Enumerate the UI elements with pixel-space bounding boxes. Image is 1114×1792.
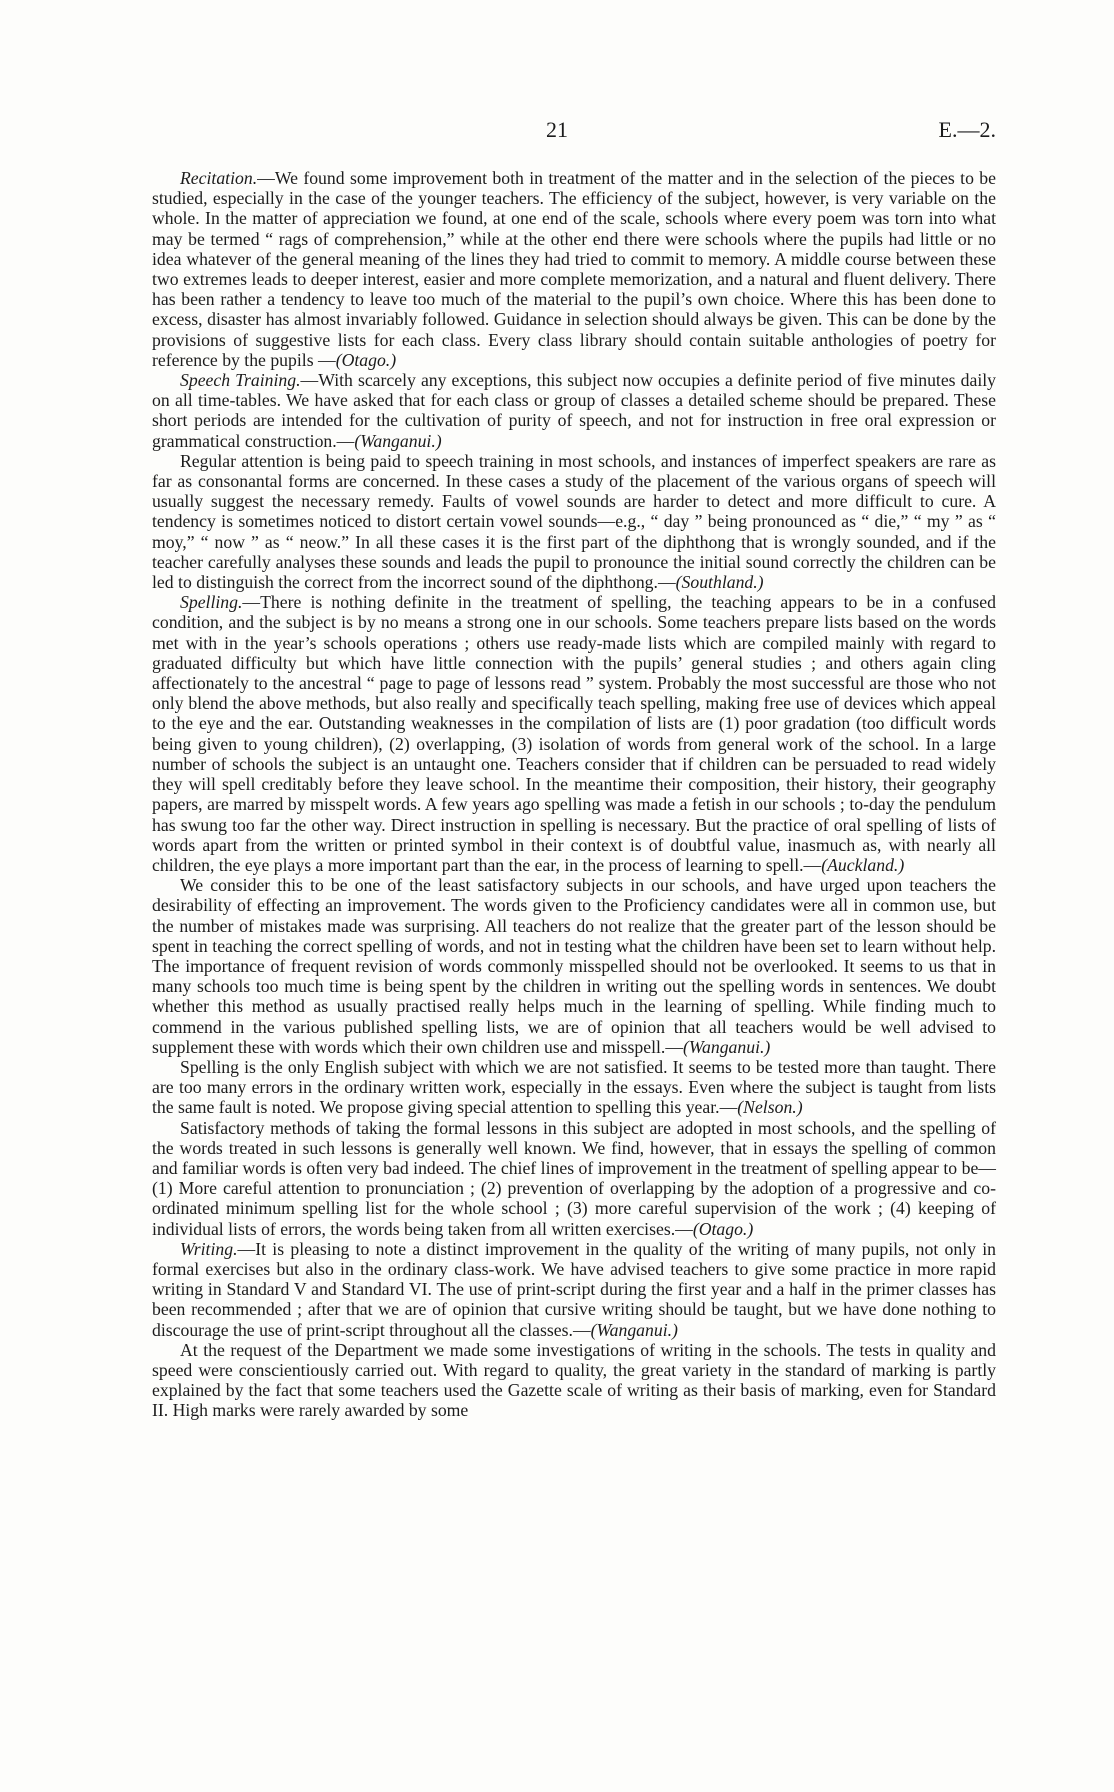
paragraph-writing-investigation (152, 1340, 996, 1421)
paragraph-text: Satisfactory methods of taking the formal lessons in this subject are adopted in most schools, and the spelling of the words treated in such lessons is generally well known. We find, however, that in essays the spelling of common and familiar words is often very bad indeed. The chief lines of improvement in the treatment of spelling appear to be—(1) More careful attention to pronunciation ; (2) prevention of overlapping by the adoption of a progressive and co-ordinated minimum spelling list for the whole school ; (3) more careful supervision of the work ; (4) keeping of individual lists of errors, the words being taken from all written exercises.— (152, 1117, 996, 1239)
paragraph-lead: Writing. (180, 1238, 238, 1259)
paragraph-source: (Otago.) (335, 349, 397, 370)
paragraph-source: (Wanganui.) (354, 430, 442, 451)
paragraph-recitation (152, 168, 996, 370)
paragraph-speech-southland (152, 451, 996, 592)
page-number: 21 (546, 117, 568, 142)
paragraph-text: At the request of the Department we made some investigations of writing in the schools. The tests in quality and speed were conscientiously carried out. With regard to quality, the great variety in the standard of marking is partly explained by the fact that some teachers used the Gazette scale of writing as their basis of marking, even for Standard II. High marks were rarely awarded by some (152, 1339, 996, 1421)
paragraph-source: (Wanganui.) (683, 1036, 771, 1057)
paragraph-source: (Otago.) (692, 1218, 754, 1239)
paragraph-speech-training (152, 370, 996, 451)
paragraph-text: —It is pleasing to note a distinct improvement in the quality of the writing of many pupils, not only in formal exercises but also in the ordinary class-work. We have advised teachers to give some practice in more rapid writing in Standard V and Standard VI. The use of print-script during the first year and a half in the primer classes has been recommended ; after that we are of opinion that cursive writing should be taught, but we have done nothing to discourage the use of print-script throughout all the classes.— (152, 1238, 996, 1340)
paragraph-text: —With scarcely any exceptions, this subject now occupies a definite period of five minutes daily on all time-tables. We have asked that for each class or group of classes a detailed scheme should be prepared. These short periods are intended for the cultivation of purity of speech, and not for instruction in free oral expression or grammatical construction.— (152, 370, 997, 451)
paragraph-writing (152, 1239, 996, 1340)
paragraph-spelling-wanganui (152, 875, 996, 1057)
paragraph-text: Spelling is the only English subject with which we are not satisfied. It seems to be tested more than taught. There are too many errors in the ordinary written work, especially in the essays. Even where the subject is taught from lists the same fault is noted. We propose giving special attention to spelling this year.— (152, 1056, 996, 1118)
paragraph-lead: Speech Training. (180, 370, 301, 391)
paragraph-text: —We found some improvement both in treatment of the matter and in the selection of the pieces to be studied, especially in the case of the younger teachers. The efficiency of the subject, however, is very variable on the whole. In the matter of appreciation we found, at one end of the scale, schools where every poem was torn into what may be termed “ rags of comprehension,” while at the other end there were schools where the pupils had little or no idea whatever of the general meaning of the lines they had tried to commit to memory. A middle course between these two extremes leads to deeper interest, easier and more complete memorization, and a natural and fluent delivery. There has been rather a tendency to leave too much of the material to the pupil’s own choice. Where this has been done to excess, disaster has almost invariably followed. Guidance in selection should always be given. This can be done by the provisions of suggestive lists for each class. Every class library should contain suitable anthologies of poetry for reference by the pupils — (152, 168, 996, 370)
paragraph-text: —There is nothing definite in the treatment of spelling, the teaching appears to be in a confused condition, and the subject is by no means a strong one in our schools. Some teachers prepare lists based on the words met with in the year’s schools operations ; others use ready-made lists which are compiled mainly with regard to graduated difficulty but which have little connection with the pupils’ general studies ; and others again cling affectionately to the ancestral “ page to page of lessons read ” system. Probably the most successful are those who not only blend the above methods, but also really and specifically teach spelling, making free use of devices which appeal to the eye and the ear. Outstanding weaknesses in the compilation of lists are (1) poor gradation (too difficult words being given to young children), (2) overlapping, (3) isolation of words from general work of the school. In a large number of schools the subject is an untaught one. Teachers consider that if children can be persuaded to read widely they will spell creditably before they leave school. In the meantime their composition, their history, their geography papers, are marred by misspelt words. A few years ago spelling was made a fetish in our schools ; to-day the pendulum has swung too far the other way. Direct instruction in spelling is necessary. But the practice of oral spelling of lists of words apart from the written or printed symbol in their context is of doubtful value, inasmuch as, with nearly all children, the eye plays a more important part than the ear, in the process of learning to spell.— (152, 592, 996, 875)
paragraph-text: We consider this to be one of the least satisfactory subjects in our schools, and have urged upon teachers the desirability of effecting an improvement. The words given to the Proficiency candidates were all in common use, but the number of mistakes made was surprising. All teachers do not realize that the greater part of the lesson should be spent in teaching the correct spelling of words, and not in testing what the children have been set to learn without help. The importance of frequent revision of words commonly misspelled should not be overlooked. It seems to us that in many schools too much time is being spent by the children in writing out the spelling words in sentences. We doubt whether this method as usually practised really helps much in the learning of spelling. While finding much to commend in the various published spelling lists, we are of opinion that all teachers would be well advised to supplement these with words which their own children use and misspell.— (152, 875, 996, 1057)
paragraph-source: (Auckland.) (821, 854, 905, 875)
body-text (152, 168, 996, 1421)
paragraph-source: (Wanganui.) (590, 1319, 678, 1340)
paragraph-spelling-otago (152, 1118, 996, 1239)
paragraph-lead: Recitation. (180, 168, 258, 188)
paragraph-lead: Spelling. (180, 592, 243, 613)
paragraph-source: (Nelson.) (737, 1097, 803, 1118)
paragraph-source: (Southland.) (675, 572, 764, 593)
document-code: E.—2. (938, 117, 996, 142)
paragraph-spelling-nelson (152, 1057, 996, 1118)
paragraph-text: Regular attention is being paid to speech training in most schools, and instances of imperfect speakers are rare as far as consonantal forms are concerned. In these cases a study of the placement of the various organs of speech will usually suggest the necessary remedy. Faults of vowel sounds are harder to detect and more difficult to cure. A tendency is sometimes noticed to distort certain vowel sounds—e.g., “ day ” being pronounced as “ die,” “ my ” as “ moy,” “ now ” as “ neow.” In all these cases it is the first part of the diphthong that is wrongly sounded, and if the teacher carefully analyses these sounds and leads the pupil to pronounce the initial sound correctly the children can be led to distinguish the correct from the incorrect sound of the diphthong.— (152, 450, 996, 593)
paragraph-spelling (152, 592, 996, 875)
